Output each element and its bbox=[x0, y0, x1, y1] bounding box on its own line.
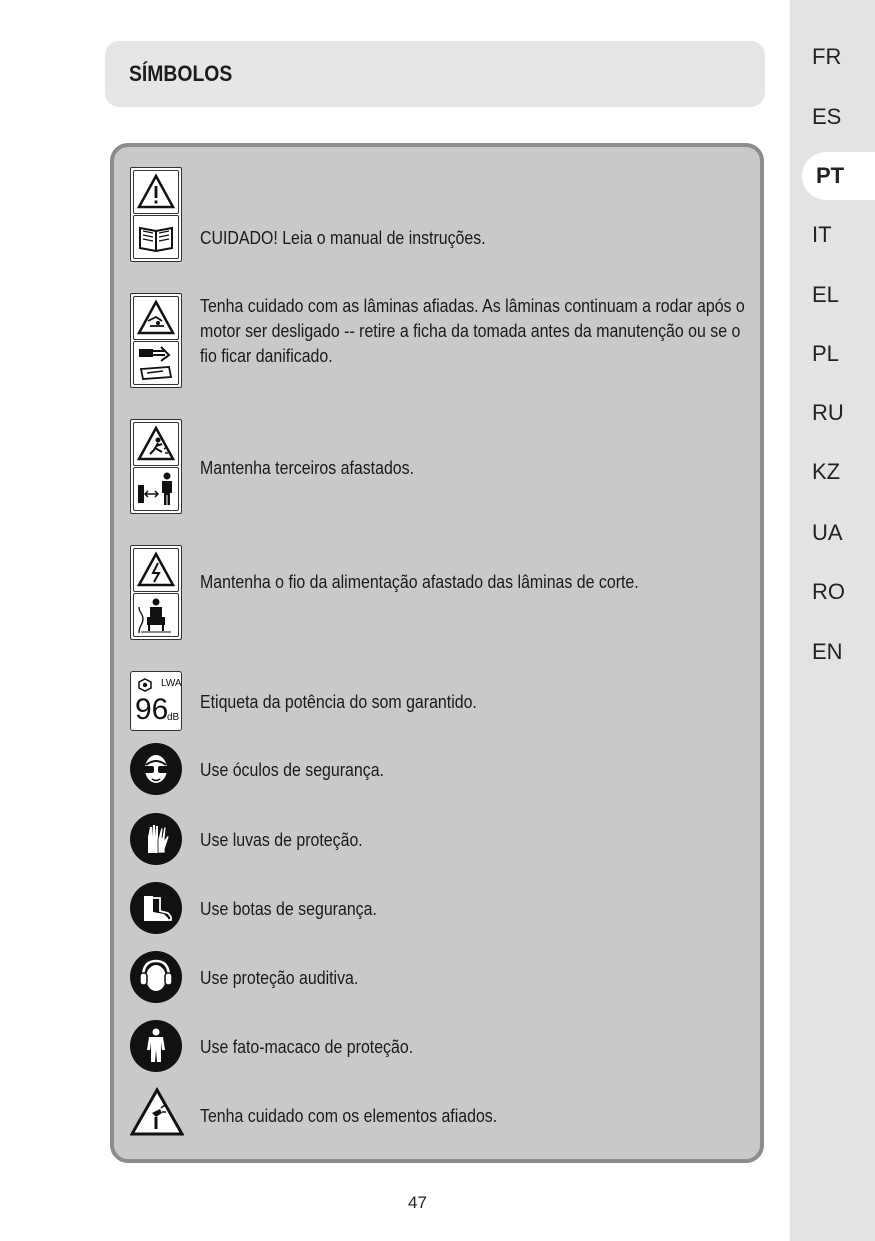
protective-gloves-icon bbox=[130, 813, 182, 865]
warning-manual-icon bbox=[130, 167, 182, 262]
lang-tab-ru[interactable]: RU bbox=[812, 400, 844, 425]
lang-tab-it[interactable]: IT bbox=[812, 222, 832, 247]
lang-tab-ro[interactable]: RO bbox=[812, 579, 845, 604]
symbols-panel bbox=[110, 143, 764, 1163]
symbol-description: Mantenha o fio da alimentação afastado das lâminas de corte. bbox=[200, 571, 639, 592]
lang-tab-pt[interactable]: PT bbox=[802, 152, 875, 200]
symbol-description: Use fato-macaco de proteção. bbox=[200, 1036, 414, 1057]
hearing-protection-icon bbox=[130, 951, 182, 1003]
sound-label-lwa: LWA bbox=[161, 678, 182, 689]
lang-tab-fr[interactable]: FR bbox=[812, 44, 842, 69]
section-header bbox=[105, 41, 765, 107]
symbol-description: Mantenha terceiros afastados. bbox=[200, 457, 415, 478]
safety-boots-icon bbox=[130, 882, 182, 934]
lang-tab-pl[interactable]: PL bbox=[812, 341, 839, 366]
symbol-description: Tenha cuidado com as lâminas afiadas. As lâminas continuam a rodar após o motor ser desligado -- retire a ficha da tomada antes da manutenção ou se o fio ficar danificado. bbox=[200, 295, 745, 366]
lang-tab-es[interactable]: ES bbox=[812, 104, 842, 129]
symbol-description: Use óculos de segurança. bbox=[200, 759, 384, 780]
page-number bbox=[0, 1193, 875, 1213]
lang-tab-kz[interactable]: KZ bbox=[812, 459, 841, 484]
protective-overalls-icon bbox=[130, 1020, 182, 1072]
safety-goggles-icon bbox=[130, 743, 182, 795]
symbol-description: Use botas de segurança. bbox=[200, 898, 377, 919]
symbol-description: Use luvas de proteção. bbox=[200, 829, 363, 850]
symbol-description: Use proteção auditiva. bbox=[200, 967, 359, 988]
sharp-elements-warning-icon bbox=[130, 1087, 182, 1142]
sound-power-label-icon bbox=[130, 671, 182, 731]
symbol-description: CUIDADO! Leia o manual de instruções. bbox=[200, 227, 486, 248]
blade-unplug-icon bbox=[130, 293, 182, 388]
sound-label-unit: dB bbox=[167, 712, 180, 723]
keep-bystanders-away-icon bbox=[130, 419, 182, 514]
page-number-text: 47 bbox=[408, 1193, 427, 1212]
symbol-description: Tenha cuidado com os elementos afiados. bbox=[200, 1105, 498, 1126]
lang-tab-ua[interactable]: UA bbox=[812, 520, 843, 545]
sound-label-value: 96 bbox=[135, 693, 169, 726]
lang-tab-el[interactable]: EL bbox=[812, 282, 839, 307]
power-cord-away-icon bbox=[130, 545, 182, 640]
symbol-description: Etiqueta da potência do som garantido. bbox=[200, 691, 477, 712]
page-title: SÍMBOLOS bbox=[129, 61, 233, 86]
lang-tab-en[interactable]: EN bbox=[812, 639, 843, 664]
language-sidebar bbox=[790, 0, 875, 1241]
